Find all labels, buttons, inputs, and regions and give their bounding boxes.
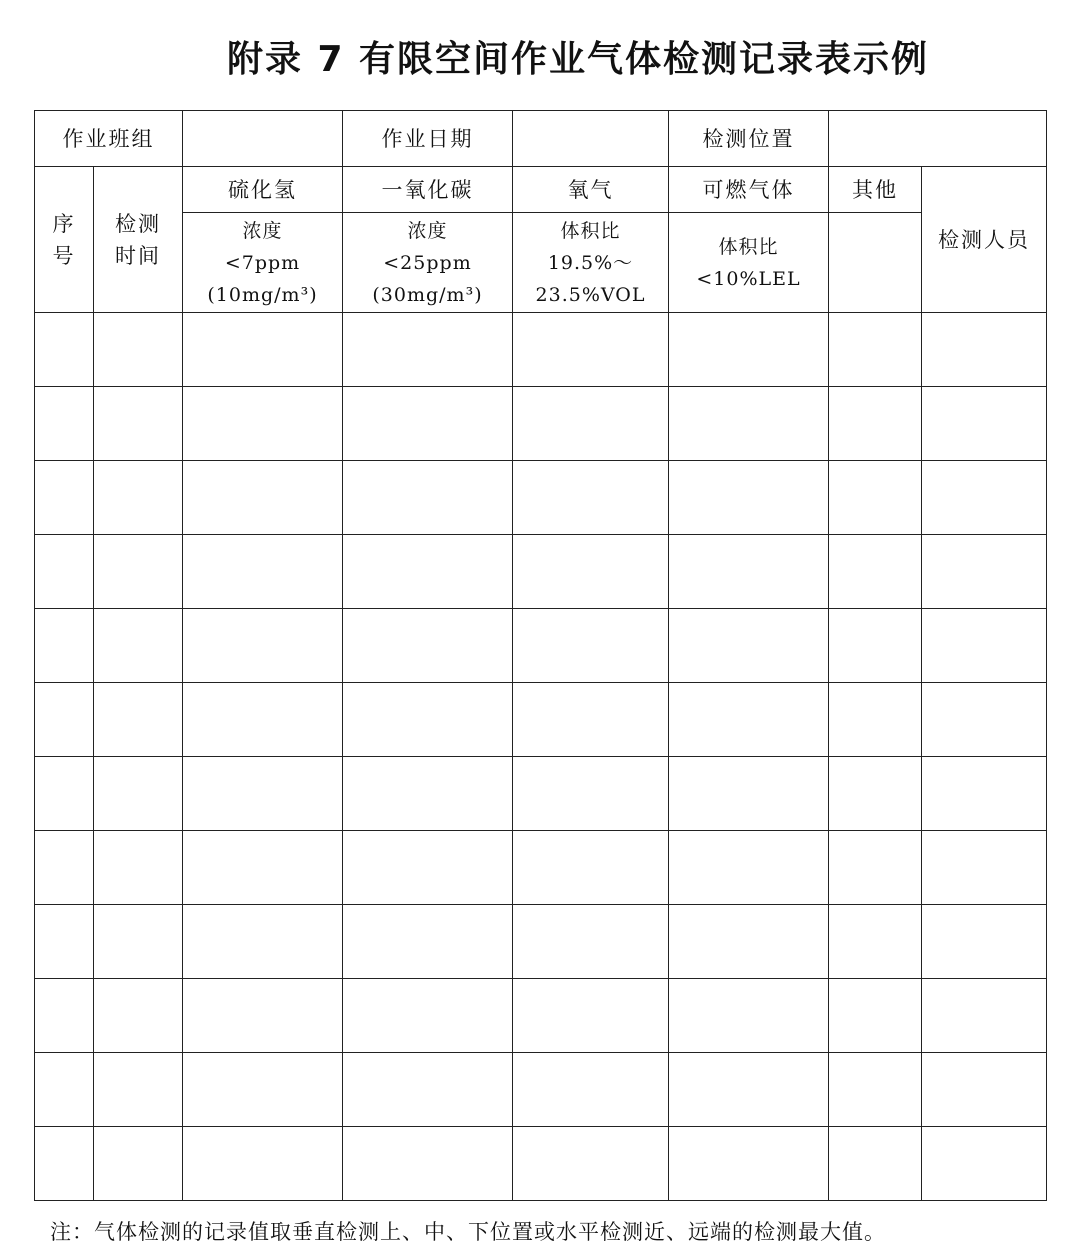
o2-cell[interactable]	[513, 1053, 669, 1127]
other-cell[interactable]	[829, 757, 922, 831]
table-row	[35, 831, 1047, 905]
seq-cell[interactable]	[35, 461, 94, 535]
other-cell[interactable]	[829, 461, 922, 535]
table-row	[35, 683, 1047, 757]
co-cell[interactable]	[343, 1053, 513, 1127]
seq-cell[interactable]	[35, 387, 94, 461]
co-spec-line-1: 浓度	[407, 219, 448, 242]
location-label: 检测位置	[669, 111, 829, 167]
time-cell[interactable]	[94, 1053, 183, 1127]
time-cell[interactable]	[94, 1127, 183, 1201]
time-cell[interactable]	[94, 535, 183, 609]
seq-cell[interactable]	[35, 535, 94, 609]
other-header: 其他	[829, 167, 922, 213]
team-value-cell[interactable]	[183, 111, 343, 167]
inspector-cell[interactable]	[922, 535, 1047, 609]
other-cell[interactable]	[829, 831, 922, 905]
o2-cell[interactable]	[513, 313, 669, 387]
combustible-cell[interactable]	[669, 535, 829, 609]
co-cell[interactable]	[343, 905, 513, 979]
time-cell[interactable]	[94, 905, 183, 979]
seq-cell[interactable]	[35, 1127, 94, 1201]
co-cell[interactable]	[343, 461, 513, 535]
date-value-cell[interactable]	[513, 111, 669, 167]
h2s-cell[interactable]	[183, 979, 343, 1053]
other-cell[interactable]	[829, 979, 922, 1053]
h2s-cell[interactable]	[183, 1127, 343, 1201]
seq-cell[interactable]	[35, 831, 94, 905]
other-spec[interactable]	[829, 213, 922, 313]
co-cell[interactable]	[343, 313, 513, 387]
combustible-cell[interactable]	[669, 831, 829, 905]
co-cell[interactable]	[343, 609, 513, 683]
o2-cell[interactable]	[513, 831, 669, 905]
time-header-line-2: 时间	[115, 243, 161, 268]
combustible-header: 可燃气体	[669, 167, 829, 213]
o2-spec-line-2: 19.5%～	[547, 251, 634, 274]
co-cell[interactable]	[343, 979, 513, 1053]
other-cell[interactable]	[829, 683, 922, 757]
time-header-line-1: 检测	[115, 211, 161, 236]
other-cell[interactable]	[829, 535, 922, 609]
h2s-header: 硫化氢	[183, 167, 343, 213]
h2s-cell[interactable]	[183, 683, 343, 757]
combustible-cell[interactable]	[669, 461, 829, 535]
co-cell[interactable]	[343, 1127, 513, 1201]
co-spec-line-3: (30mg/m³)	[372, 283, 483, 306]
seq-header	[35, 167, 94, 313]
inspector-cell[interactable]	[922, 1127, 1047, 1201]
combustible-cell[interactable]	[669, 979, 829, 1053]
table-row	[35, 387, 1047, 461]
h2s-cell[interactable]	[183, 387, 343, 461]
time-cell[interactable]	[94, 683, 183, 757]
time-cell[interactable]	[94, 831, 183, 905]
h2s-cell[interactable]	[183, 609, 343, 683]
combustible-cell[interactable]	[669, 609, 829, 683]
time-cell[interactable]	[94, 387, 183, 461]
inspector-cell[interactable]	[922, 387, 1047, 461]
date-label: 作业日期	[343, 111, 513, 167]
inspector-cell[interactable]	[922, 831, 1047, 905]
seq-cell[interactable]	[35, 313, 94, 387]
inspector-cell[interactable]	[922, 757, 1047, 831]
table-row	[35, 757, 1047, 831]
o2-header: 氧气	[513, 167, 669, 213]
team-label: 作业班组	[35, 111, 183, 167]
o2-cell[interactable]	[513, 905, 669, 979]
co-cell[interactable]	[343, 387, 513, 461]
co-cell[interactable]	[343, 831, 513, 905]
co-spec	[343, 213, 513, 313]
h2s-cell[interactable]	[183, 461, 343, 535]
o2-cell[interactable]	[513, 757, 669, 831]
seq-header-line-1: 序	[52, 211, 76, 236]
other-cell[interactable]	[829, 905, 922, 979]
co-cell[interactable]	[343, 757, 513, 831]
table-row	[35, 979, 1047, 1053]
page-title: 附录 7 有限空间作业气体检测记录表示例	[226, 39, 930, 80]
footnote: 注：气体检测的记录值取垂直检测上、中、下位置或水平检测近、远端的检测最大值。	[50, 1220, 886, 1244]
data-rows	[35, 313, 1047, 1201]
seq-cell[interactable]	[35, 979, 94, 1053]
combustible-spec	[669, 213, 829, 313]
co-header: 一氧化碳	[343, 167, 513, 213]
time-cell[interactable]	[94, 461, 183, 535]
table-row	[35, 905, 1047, 979]
inspector-cell[interactable]	[922, 313, 1047, 387]
combustible-cell[interactable]	[669, 683, 829, 757]
inspector-cell[interactable]	[922, 1053, 1047, 1127]
gas-detection-record-table	[34, 110, 1047, 1201]
other-cell[interactable]	[829, 1127, 922, 1201]
time-cell[interactable]	[94, 979, 183, 1053]
o2-cell[interactable]	[513, 387, 669, 461]
seq-cell[interactable]	[35, 905, 94, 979]
inspector-header: 检测人员	[922, 167, 1047, 313]
h2s-cell[interactable]	[183, 757, 343, 831]
inspector-cell[interactable]	[922, 979, 1047, 1053]
o2-spec-line-1: 体积比	[560, 219, 621, 242]
other-cell[interactable]	[829, 313, 922, 387]
o2-cell[interactable]	[513, 609, 669, 683]
seq-cell[interactable]	[35, 609, 94, 683]
o2-cell[interactable]	[513, 683, 669, 757]
h2s-spec-line-2: <7ppm	[224, 251, 301, 274]
location-value-cell[interactable]	[829, 111, 1047, 167]
seq-cell[interactable]	[35, 683, 94, 757]
combustible-spec-line-2: <10%LEL	[696, 267, 801, 290]
h2s-cell[interactable]	[183, 1053, 343, 1127]
co-cell[interactable]	[343, 683, 513, 757]
o2-spec	[513, 213, 669, 313]
other-cell[interactable]	[829, 1053, 922, 1127]
table-row	[35, 535, 1047, 609]
table-row	[35, 609, 1047, 683]
inspector-cell[interactable]	[922, 461, 1047, 535]
seq-header-line-2: 号	[52, 243, 76, 268]
o2-cell[interactable]	[513, 979, 669, 1053]
combustible-cell[interactable]	[669, 1127, 829, 1201]
o2-cell[interactable]	[513, 461, 669, 535]
combustible-cell[interactable]	[669, 757, 829, 831]
table-row	[35, 461, 1047, 535]
o2-cell[interactable]	[513, 535, 669, 609]
h2s-spec-line-3: (10mg/m³)	[207, 283, 318, 306]
inspector-cell[interactable]	[922, 683, 1047, 757]
table-row	[35, 313, 1047, 387]
o2-cell[interactable]	[513, 1127, 669, 1201]
time-cell[interactable]	[94, 609, 183, 683]
co-cell[interactable]	[343, 535, 513, 609]
gas-header-row	[35, 167, 1047, 213]
h2s-spec	[183, 213, 343, 313]
time-header	[94, 167, 183, 313]
combustible-cell[interactable]	[669, 1053, 829, 1127]
table-row	[35, 1053, 1047, 1127]
h2s-spec-line-1: 浓度	[242, 219, 283, 242]
info-row	[35, 111, 1047, 167]
combustible-spec-line-1: 体积比	[718, 235, 779, 258]
seq-cell[interactable]	[35, 757, 94, 831]
inspector-cell[interactable]	[922, 609, 1047, 683]
h2s-cell[interactable]	[183, 831, 343, 905]
co-spec-line-2: <25ppm	[383, 251, 472, 274]
o2-spec-line-3: 23.5%VOL	[535, 283, 646, 306]
table-row	[35, 1127, 1047, 1201]
combustible-cell[interactable]	[669, 387, 829, 461]
other-cell[interactable]	[829, 609, 922, 683]
seq-cell[interactable]	[35, 1053, 94, 1127]
h2s-cell[interactable]	[183, 535, 343, 609]
h2s-cell[interactable]	[183, 313, 343, 387]
combustible-cell[interactable]	[669, 313, 829, 387]
inspector-cell[interactable]	[922, 905, 1047, 979]
time-cell[interactable]	[94, 757, 183, 831]
spec-row	[35, 213, 1047, 313]
other-cell[interactable]	[829, 387, 922, 461]
h2s-cell[interactable]	[183, 905, 343, 979]
combustible-cell[interactable]	[669, 905, 829, 979]
time-cell[interactable]	[94, 313, 183, 387]
